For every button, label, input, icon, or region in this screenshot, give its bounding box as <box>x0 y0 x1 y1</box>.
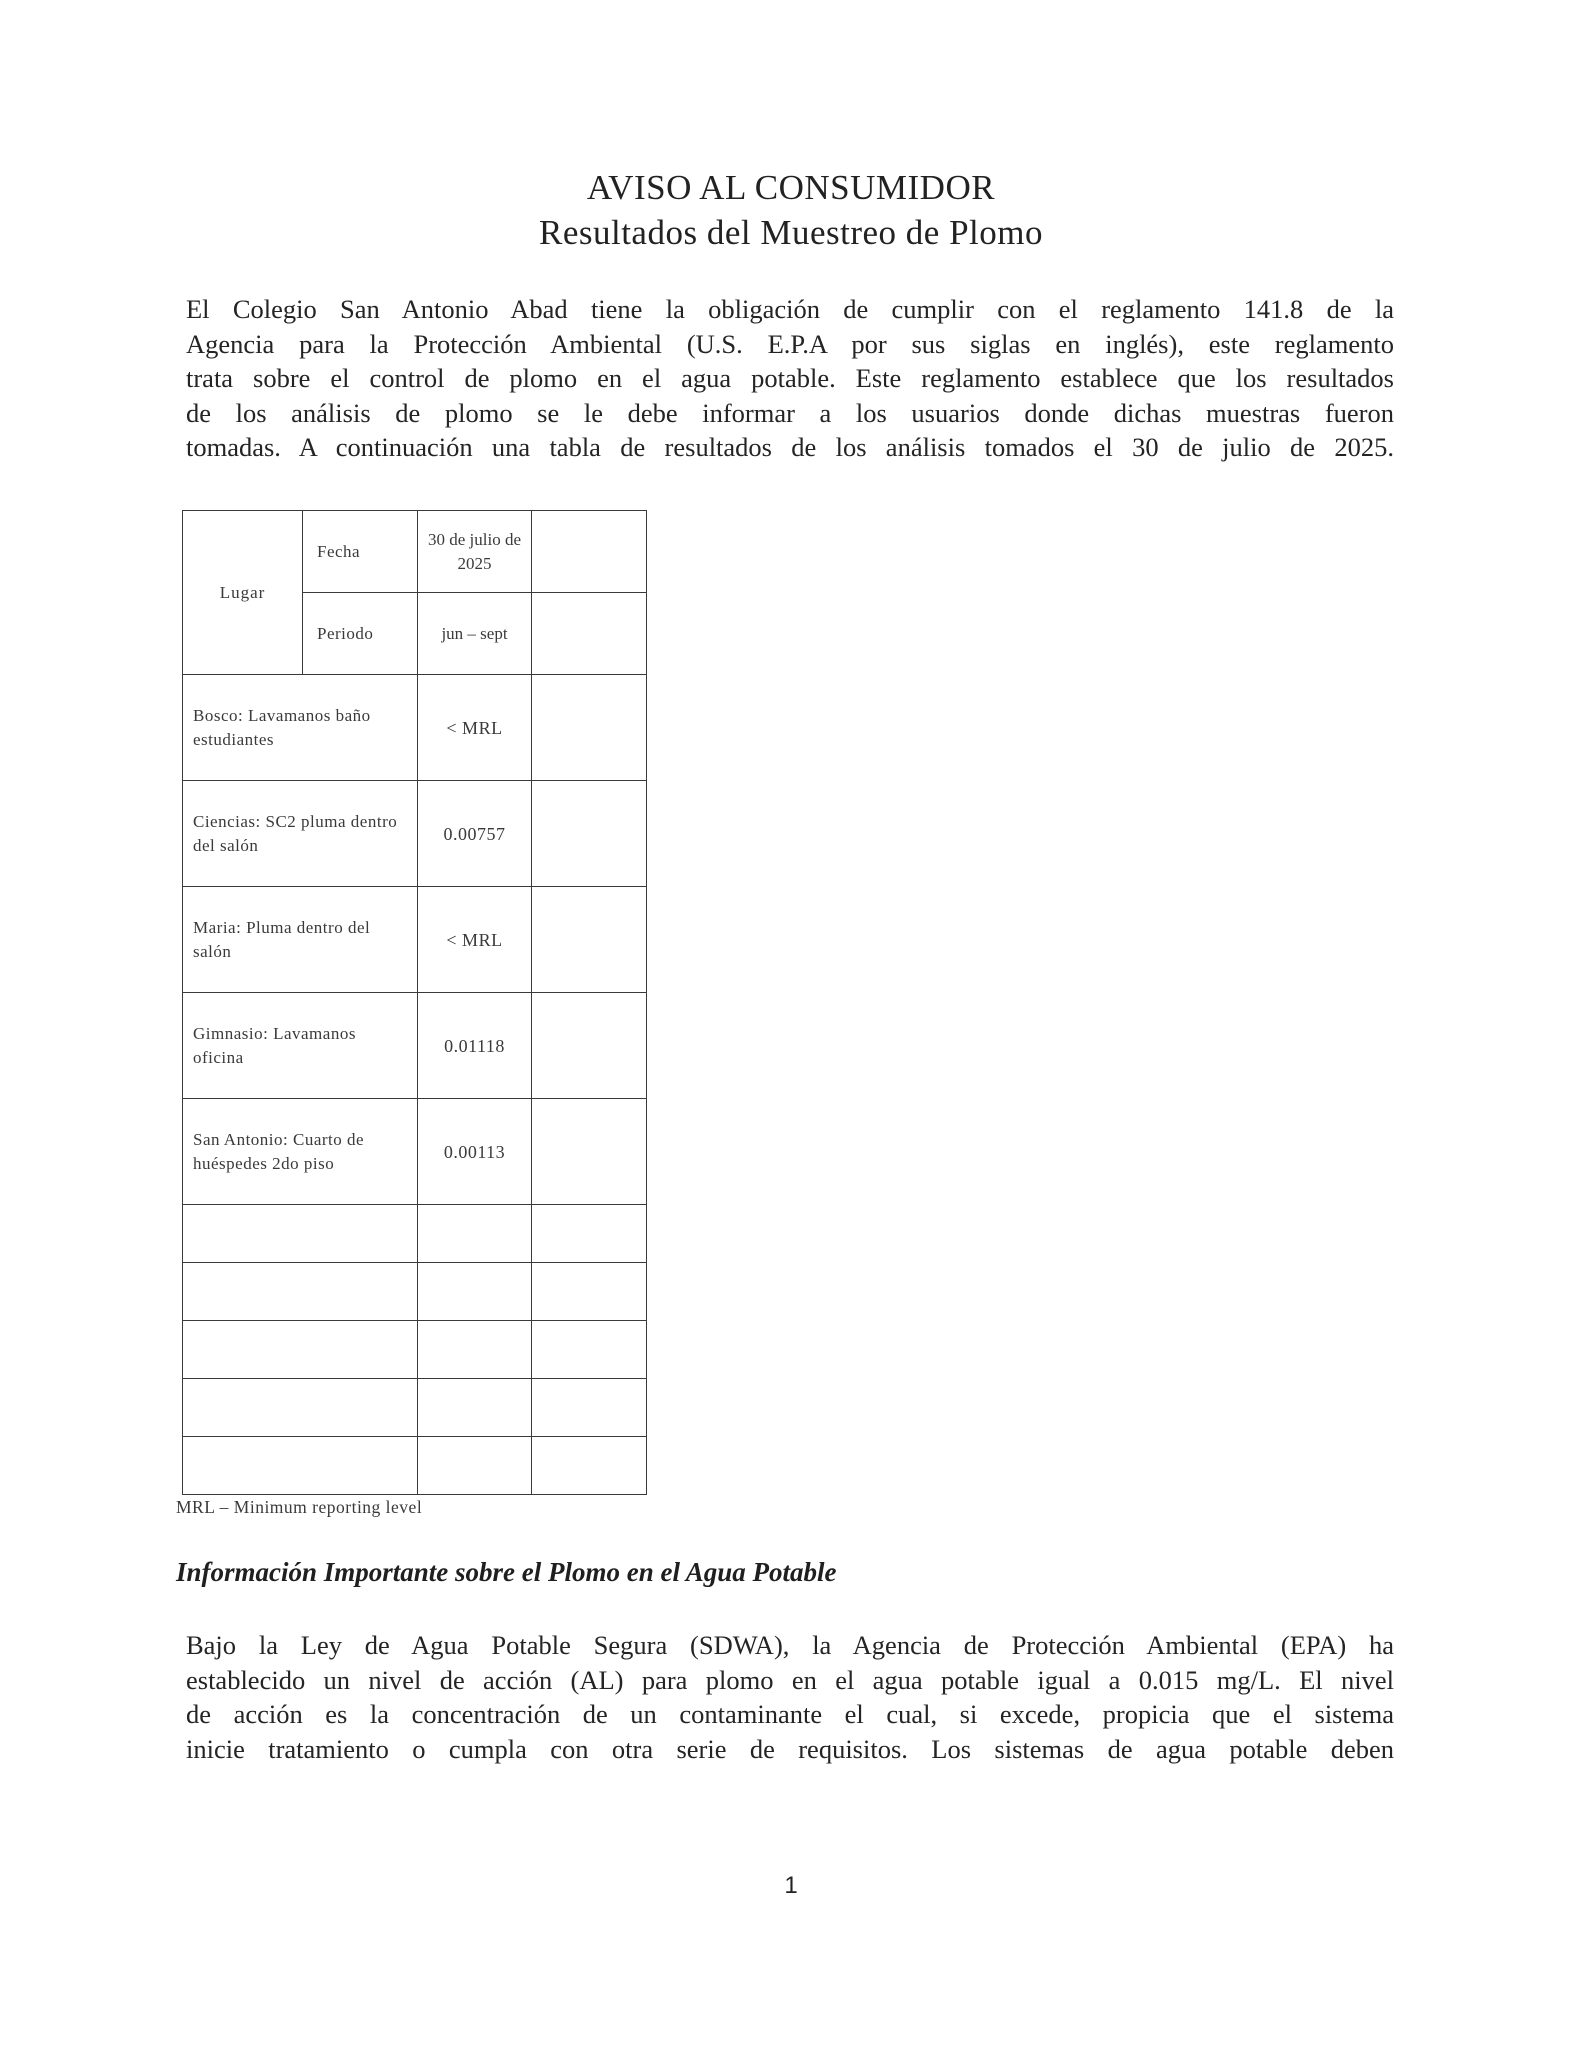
empty-cell <box>532 1379 647 1437</box>
empty-table-row <box>183 1437 647 1495</box>
table-header-row <box>183 511 647 593</box>
table-row <box>183 781 647 887</box>
empty-cell <box>532 593 647 675</box>
empty-cell <box>418 1321 532 1379</box>
result-cell: < MRL <box>418 887 532 993</box>
location-cell: San Antonio: Cuarto de huéspedes 2do piso <box>183 1099 418 1205</box>
periodo-value: jun – sept <box>418 593 532 675</box>
empty-table-row <box>183 1379 647 1437</box>
result-cell: 0.00113 <box>418 1099 532 1205</box>
empty-cell <box>418 1379 532 1437</box>
intro-line: de los análisis de plomo se le debe informar a los usuarios donde dichas muestras fueron <box>186 397 1394 428</box>
empty-cell <box>183 1205 418 1263</box>
empty-table-row <box>183 1321 647 1379</box>
empty-cell <box>418 1437 532 1495</box>
document-title: AVISO AL CONSUMIDOR <box>586 168 996 207</box>
empty-cell <box>532 675 647 781</box>
fecha-value: 30 de julio de 2025 <box>418 511 532 593</box>
empty-table-row <box>183 1205 647 1263</box>
section-heading: Información Importante sobre el Plomo en el Agua Potable <box>176 1557 837 1587</box>
document-subtitle: Resultados del Muestreo de Plomo <box>538 213 1043 252</box>
intro-paragraph <box>186 292 1394 465</box>
location-cell: Maria: Pluma dentro del salón <box>183 887 418 993</box>
table-row <box>183 887 647 993</box>
location-cell: Ciencias: SC2 pluma dentro del salón <box>183 781 418 887</box>
page-number: 1 <box>784 1872 798 1899</box>
section-line: inicie tratamiento o cumpla con otra serie de requisitos. Los sistemas de agua potable deben <box>186 1733 1394 1764</box>
empty-cell <box>418 1263 532 1321</box>
empty-cell <box>532 511 647 593</box>
empty-cell <box>183 1437 418 1495</box>
empty-cell <box>532 1263 647 1321</box>
section-line: establecido un nivel de acción (AL) para plomo en el agua potable igual a 0.015 mg/L. El nivel <box>186 1664 1394 1695</box>
empty-cell <box>418 1205 532 1263</box>
lugar-header: Lugar <box>183 511 303 675</box>
empty-cell <box>532 1321 647 1379</box>
empty-table-row <box>183 1263 647 1321</box>
location-cell: Gimnasio: Lavamanos oficina <box>183 993 418 1099</box>
table-row <box>183 675 647 781</box>
location-cell: Bosco: Lavamanos baño estudiantes <box>183 675 418 781</box>
empty-cell <box>183 1379 418 1437</box>
empty-cell <box>532 1099 647 1205</box>
intro-line: tomadas. A continuación una tabla de resultados de los análisis tomados el 30 de julio de 2025. <box>186 432 1394 462</box>
empty-cell <box>532 1437 647 1495</box>
empty-cell <box>532 781 647 887</box>
intro-line: trata sobre el control de plomo en el agua potable. Este reglamento establece que los resultados <box>186 363 1394 393</box>
empty-cell <box>532 1205 647 1263</box>
lead-results-table <box>182 510 647 1495</box>
empty-cell <box>183 1263 418 1321</box>
section-line: Bajo la Ley de Agua Potable Segura (SDWA), la Agencia de Protección Ambiental (EPA) ha <box>186 1630 1394 1660</box>
fecha-header: Fecha <box>303 511 418 593</box>
empty-cell <box>532 993 647 1099</box>
result-cell: 0.00757 <box>418 781 532 887</box>
intro-line: El Colegio San Antonio Abad tiene la obligación de cumplir con el reglamento 141.8 de la <box>186 294 1394 324</box>
table-footnote: MRL – Minimum reporting level <box>176 1497 423 1517</box>
table-row <box>183 1099 647 1205</box>
result-cell: 0.01118 <box>418 993 532 1099</box>
intro-line: Agencia para la Protección Ambiental (U.S. E.P.A por sus siglas en inglés), este reglamento <box>186 328 1394 359</box>
table-row <box>183 993 647 1099</box>
empty-cell <box>183 1321 418 1379</box>
periodo-header: Periodo <box>303 593 418 675</box>
section-paragraph <box>186 1628 1394 1766</box>
section-line: de acción es la concentración de un contaminante el cual, si excede, propicia que el sistema <box>186 1699 1394 1729</box>
empty-cell <box>532 887 647 993</box>
result-cell: < MRL <box>418 675 532 781</box>
